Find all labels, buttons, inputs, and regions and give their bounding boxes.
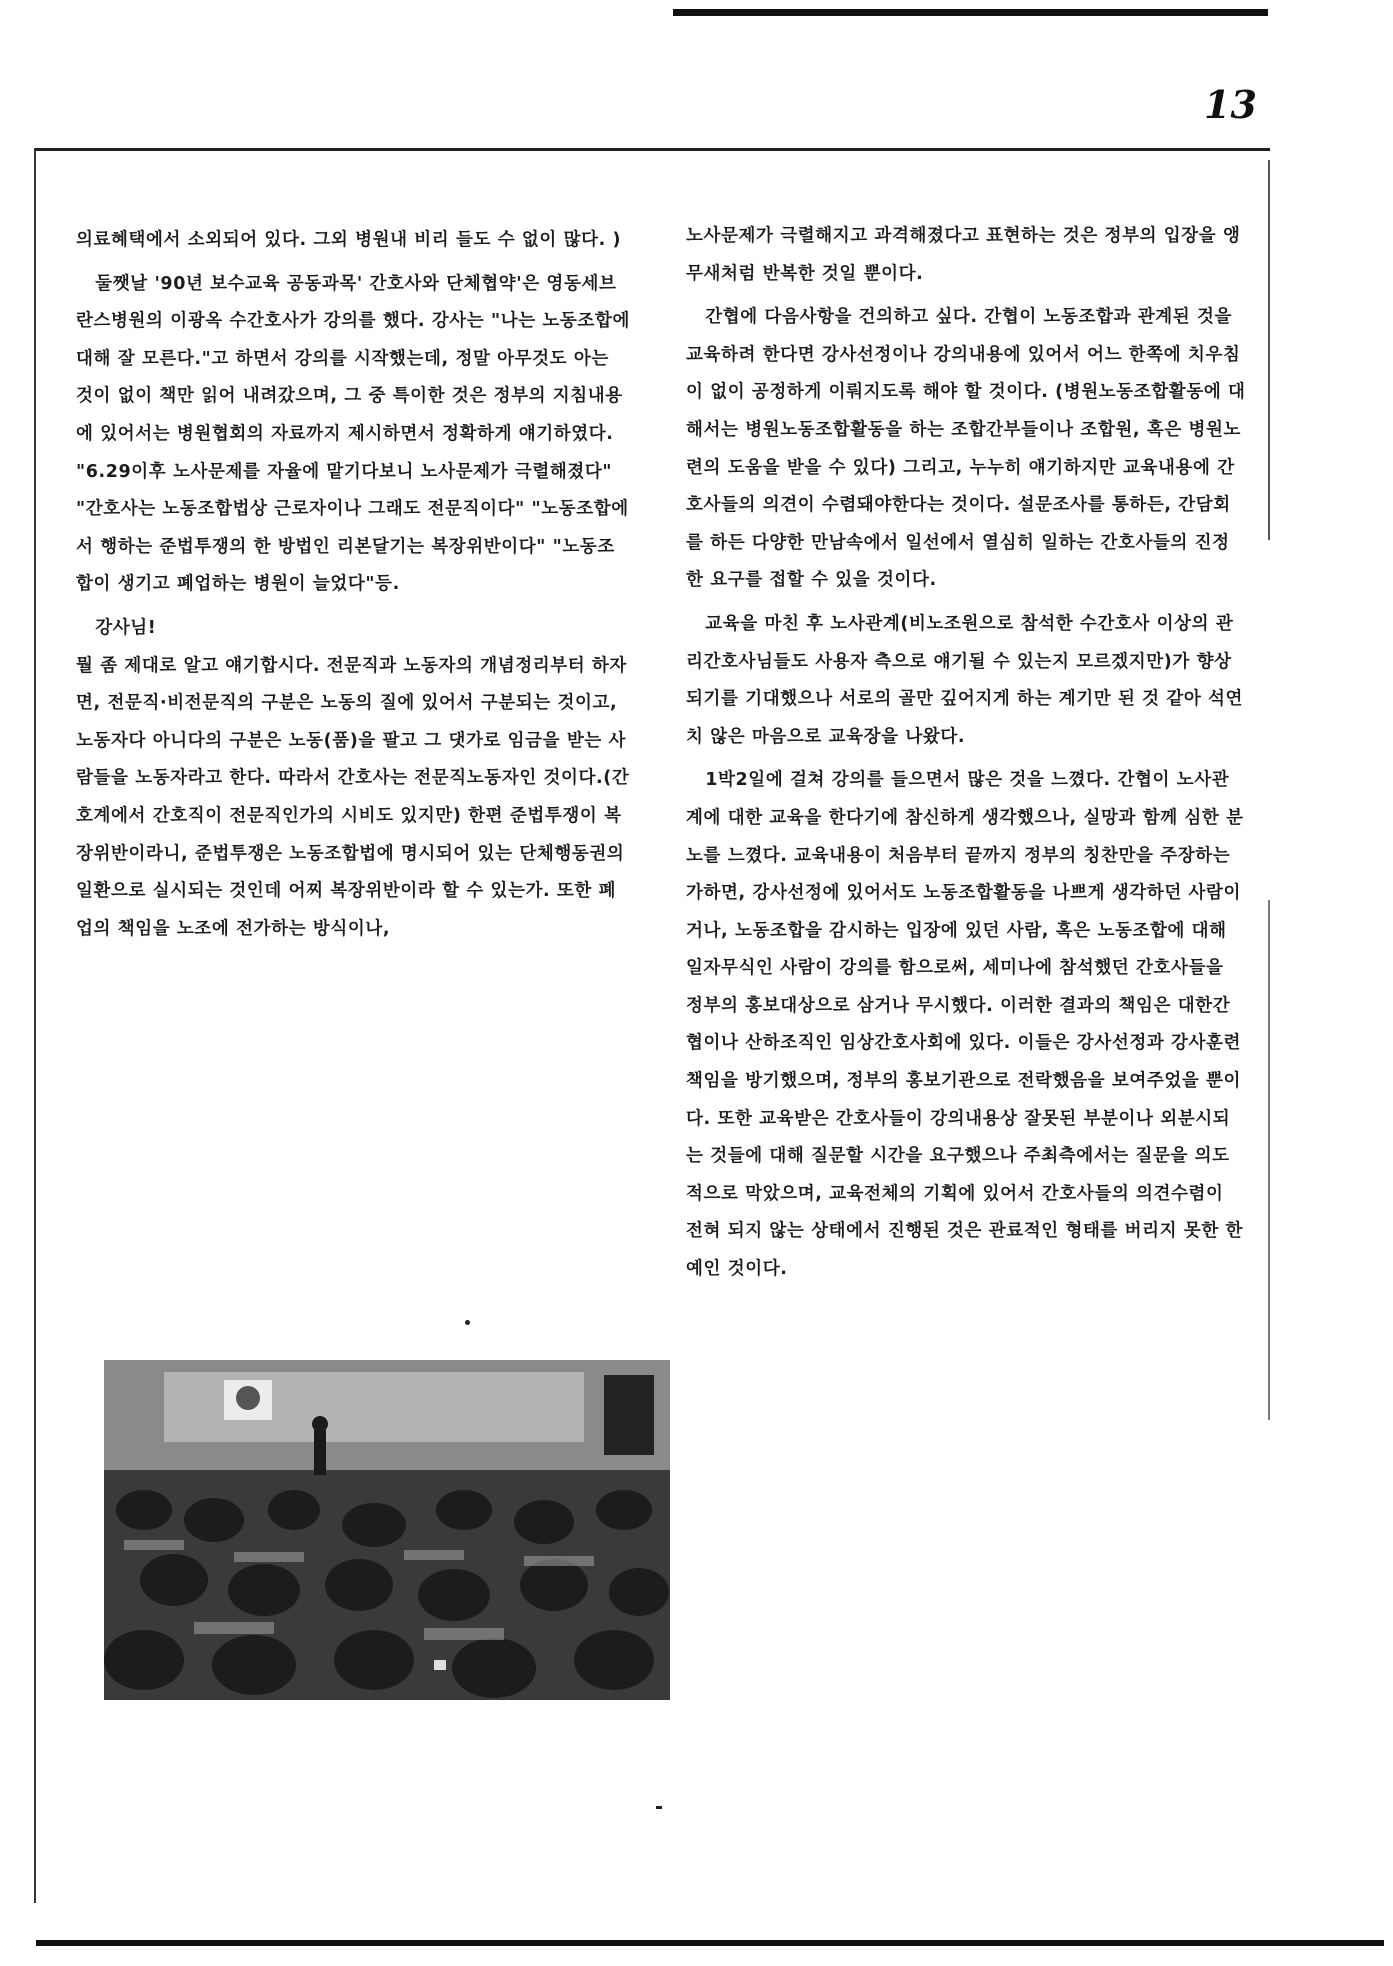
right-column — [686, 218, 1246, 1289]
lecture-hall-photo — [104, 1360, 670, 1700]
paragraph: 강사님! — [95, 617, 157, 638]
frame-right-border — [1268, 160, 1270, 540]
frame-left-border — [34, 148, 36, 1903]
top-rule — [673, 9, 1268, 16]
left-column — [76, 222, 632, 948]
frame-top-border — [34, 148, 1270, 151]
print-speck — [656, 1806, 662, 1809]
paragraph: 노사문제가 극렬해지고 과격해졌다고 표현하는 것은 정부의 입장을 앵무새처럼 반복한 것일 뿐이다. — [686, 226, 1241, 284]
page-number: 13 — [1204, 82, 1257, 127]
paragraph: 의료혜택에서 소외되어 있다. 그외 병원내 비리 들도 수 없이 많다. ) — [76, 230, 622, 250]
bottom-rule — [36, 1940, 1384, 1946]
print-speck — [465, 1320, 470, 1325]
paragraph: 둘쨋날 '90년 보수교육 공동과목' 간호사와 단체협약'은 영동세브란스병원의 이광옥 수간호사가 강의를 했다. 강사는 "나는 노동조합에 대해 잘 모른다."고 하면서 강의를 시작했는데, 정말 아무것도 아는 것이 없이 책만 읽어 내려갔으며, 그 중 특이한 것은 정부의 지침내용에 있어서는 병원협회의 자료까지 제시하면서 정확하게 얘기하였다. "6.29이후 노사문제를 자율에 맡기다보니 노사문제가 극렬해졌다" "간호사는 노동조합법상 근로자이나 그래도 전문직이다" "노동조합에서 행하는 준법투쟁의 한 방법인 리본달기는 복장위반이다" "노동조합이 생기고 폐업하는 병원이 늘었다"등. — [76, 273, 630, 595]
paragraph: 1박2일에 걸쳐 강의를 들으면서 많은 것을 느꼈다. 간협이 노사관계에 대한 교육을 한다기에 참신하게 생각했으나, 실망과 함께 심한 분노를 느꼈다. 교육내용이 처음부터 끝까지 정부의 칭찬만을 주장하는가하면, 강사선정에 있어서도 노동조합활동을 나쁘게 생각하던 사람이거나, 노동조합을 감시하는 입장에 있던 사람, 혹은 노동조합에 대해 일자무식인 사람이 강의를 함으로써, 세미나에 참석했던 간호사들을 정부의 홍보대상으로 삼거나 무시했다. 이러한 결과의 책임은 대한간협이나 산하조직인 임상간호사회에 있다. 이들은 강사선정과 강사훈련 책임을 방기했으며, 정부의 홍보기관으로 전락했음을 보여주었을 뿐이다. 또한 교육받은 간호사들이 강의내용상 잘못된 부분이나 외분시되는 것들에 대해 질문할 시간을 요구했으나 주최측에서는 질문을 의도적으로 막았으며, 교육전체의 기획에 있어서 간호사들의 의견수렴이 전혀 되지 않는 상태에서 진행된 것은 관료적인 형태를 버리지 못한 한 예인 것이다. — [686, 770, 1244, 1280]
paragraph: 교육을 마친 후 노사관계(비노조원으로 참석한 수간호사 이상의 관리간호사님들도 사용자 측으로 얘기될 수 있는지 모르겠지만)가 향상되기를 기대했으나 서로의 골만 깊어지게 하는 계기만 된 것 같아 석연치 않은 마음으로 교육장을 나왔다. — [686, 613, 1244, 747]
paragraph: 간협에 다음사항을 건의하고 싶다. 간협이 노동조합과 관계된 것을 교육하려 한다면 강사선정이나 강의내용에 있어서 어느 한쪽에 치우침이 없이 공정하게 이뤄지도록 해야 할 것이다. (병원노동조합활동에 대해서는 병원노동조합활동을 하는 조합간부들이나 조합원, 혹은 병원노련의 도움을 받을 수 있다) 그리고, 누누히 얘기하지만 교육내용에 간호사들의 의견이 수렴돼야한다는 것이다. 설문조사를 통하든, 간담회를 하든 다양한 만남속에서 일선에서 열심히 일하는 간호사들의 진정한 요구를 접할 수 있을 것이다. — [686, 307, 1246, 591]
paragraph: 뭘 좀 제대로 알고 얘기합시다. 전문직과 노동자의 개념정리부터 하자면, 전문직·비전문직의 구분은 노동의 질에 있어서 구분되는 것이고, 노동자다 아니다의 구분은 노동(품)을 팔고 그 댓가로 임금을 받는 사람들을 노동자라고 한다. 따라서 간호사는 전문직노동자인 것이다.(간호계에서 간호직이 전문직인가의 시비도 있지만) 한편 준법투쟁이 복장위반이라니, 준법투쟁은 노동조합법에 명시되어 있는 단체행동권의 일환으로 실시되는 것인데 어찌 복장위반이라 할 수 있는가. 또한 폐업의 책임을 노조에 전가하는 방식이나, — [76, 655, 630, 939]
frame-right-border-lower — [1268, 900, 1270, 1420]
